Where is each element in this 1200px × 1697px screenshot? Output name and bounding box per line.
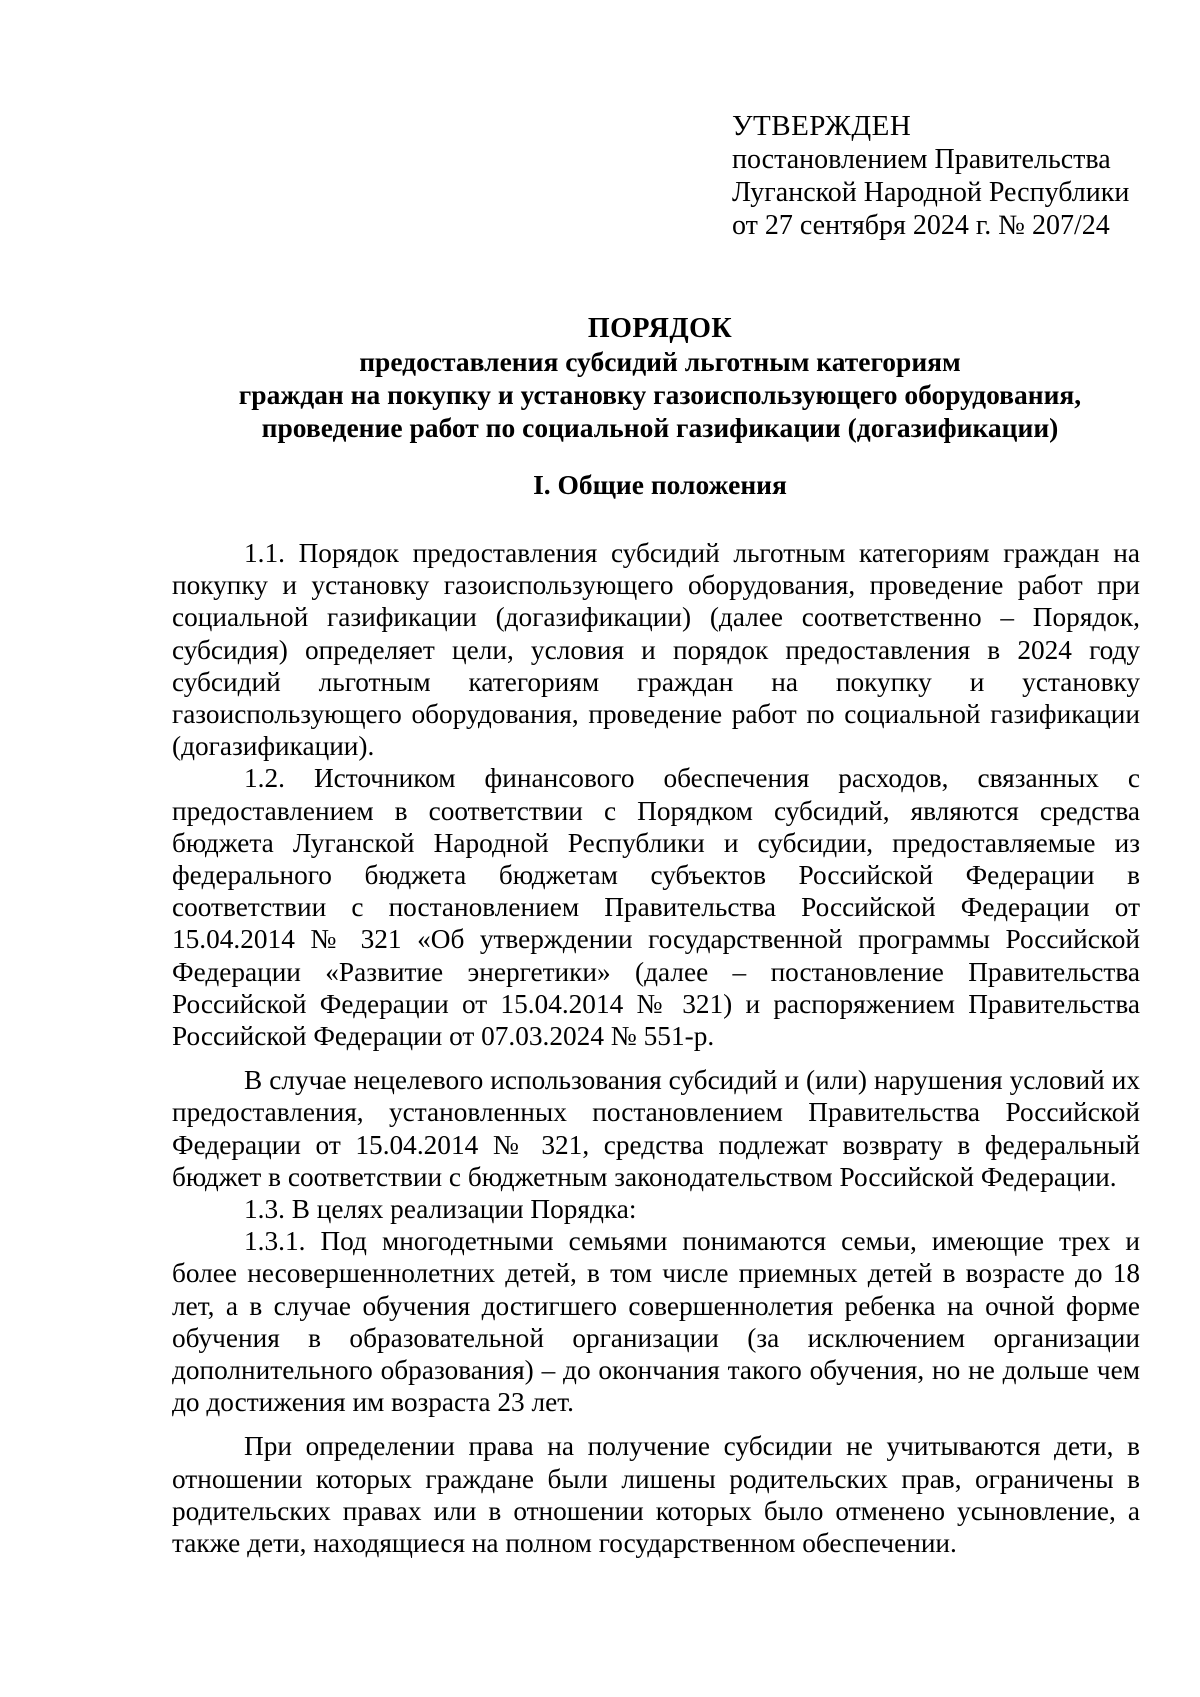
document-body — [172, 537, 1140, 1559]
section-heading: I. Общие положения — [533, 469, 787, 500]
paragraph-exclusions: При определении права на получение субсидии не учитываются дети, в отношении которых граждане были лишены родительских прав, ограничены в родительских правах или в отношении которых было отменено усыновление, а также дети, находящиеся на полном государственном обеспечении. — [172, 1431, 1140, 1559]
paragraph-1-1: 1.1. Порядок предоставления субсидий льготным категориям граждан на покупку и установку газоиспользующего оборудования, проведение работ при социальной газификации (догазификации) (далее соответственно – Порядок, субсидия) определяет цели, условия и порядок предоставления в 2024 году субсидий льготным категориям граждан на покупку и установку газоиспользующего оборудования, проведение работ по социальной газификации (догазификации). — [172, 538, 1140, 762]
paragraph-1-3: 1.3. В целях реализации Порядка: — [244, 1194, 637, 1225]
paragraph-misuse: В случае нецелевого использования субсидий и (или) нарушения условий их предоставления, установленных постановлением Правительства Российской Федерации от 15.04.2014 № 321, средства подлежат возврату в федеральный бюджет в соответствии с бюджетным законодательством Российской Федерации. — [172, 1065, 1140, 1192]
approval-stamp: УТВЕРЖДЕН — [732, 110, 912, 142]
document-subtitle-line: предоставления субсидий льготным категориям — [359, 346, 961, 377]
approval-block — [732, 110, 1172, 242]
document-subtitle-line: граждан на покупку и установку газоиспользующего оборудования, — [238, 379, 1082, 410]
approval-date-number: от 27 сентября 2024 г. № 207/24 — [732, 210, 1110, 241]
document-title: ПОРЯДОК — [587, 313, 733, 344]
paragraph-1-2: 1.2. Источником финансового обеспечения расходов, связанных с предоставлением в соответствии с Порядком субсидий, являются средства бюджета Луганской Народной Республики и субсидии, предоставляемые из федерального бюджета бюджетам субъектов Российской Федерации в соответствии с постановлением Правительства Российской Федерации от 15.04.2014 № 321 «Об утверждении государственной программы Российской Федерации «Развитие энергетики» (далее – постановление Правительства Российской Федерации от 15.04.2014 № 321) и распоряжением Правительства Российской Федерации от 07.03.2024 № 551-р. — [172, 763, 1140, 1052]
paragraph-1-3-1: 1.3.1. Под многодетными семьями понимаются семьи, имеющие трех и более несовершеннолетних детей, в том числе приемных детей в возрасте до 18 лет, а в случае обучения достигшего совершеннолетия ребенка на очной форме обучения в образовательной организации (за исключением организации дополнительного образования) – до окончания такого обучения, но не дольше чем до достижения им возраста 23 лет. — [172, 1226, 1140, 1418]
document-subtitle-line: проведение работ по социальной газификации (догазификации) — [261, 412, 1059, 443]
document-title-block — [160, 312, 1160, 444]
approval-line: Луганской Народной Республики — [732, 177, 1130, 208]
approval-line: постановлением Правительства — [732, 144, 1111, 175]
